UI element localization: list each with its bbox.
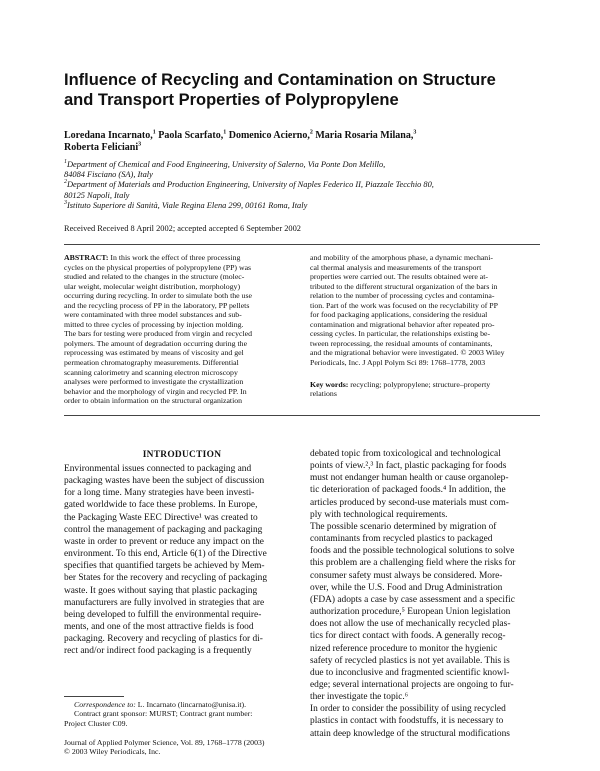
body-text-line: Environmental issues connected to packaging and — [64, 464, 252, 474]
body-text-line: tics for direct contact with foods. A generally recog- — [310, 631, 506, 642]
affiliation-sup: 3 — [64, 200, 67, 207]
body-text-line: debated topic from toxicological and technological — [310, 449, 501, 459]
author-name: Roberta Feliciani — [64, 142, 139, 153]
keywords-text: recycling; polypropylene; structure–property — [348, 379, 491, 389]
abstract-line: ular weight, molecular weight distribution, morphology) — [64, 281, 241, 291]
body-text-line: ments, and one of the most attractive fields is food — [64, 622, 254, 633]
body-text-line: ber States for the recovery and recycling of packaging — [64, 573, 268, 584]
abstract-line: cal thermal analysis and measurements of the transport — [310, 262, 482, 272]
journal-line: © 2003 Wiley Periodicals, Inc. — [64, 747, 161, 757]
abstract-line: order to obtain information on the structural organization — [64, 396, 243, 406]
body-text-line: specifies that quantified targets be achieved by Mem- — [64, 561, 265, 572]
author-sup: 2 — [309, 129, 313, 136]
abstract-line: and mobility of the amorphous phase, a dynamic mechani- — [310, 253, 493, 262]
author-sup: 1 — [152, 129, 156, 136]
body-text-line: being developed to fulfill the environmental require- — [64, 609, 262, 620]
journal-info — [64, 738, 264, 757]
abstract-left-column — [64, 253, 294, 406]
affiliation-text: 84084 Fisciano (SA), Italy — [64, 170, 153, 180]
abstract-line: properties were carried out. The results obtained were at- — [310, 272, 489, 282]
author-sup: 3 — [138, 141, 142, 148]
body-right-column — [310, 448, 546, 740]
abstract-line: tion. Part of the work was focused on the recyclability of PP — [310, 300, 498, 310]
body-text-line: plastics in contact with foodstuffs, it is necessary to — [310, 716, 504, 727]
section-heading-introduction: INTRODUCTION — [142, 450, 222, 460]
author-line-2 — [64, 142, 544, 154]
author-line-1 — [64, 130, 544, 142]
body-text-line: for a long time. Many strategies have been investi- — [64, 488, 255, 499]
abstract-line: occurring during recycling. In order to simulate both the use — [64, 291, 252, 301]
body-text-line: control the management of packaging and packaging — [64, 524, 263, 535]
body-text-line: the Packaging Waste EEC Directive¹ was created to — [64, 512, 258, 523]
author-name: Maria Rosaria Milana, — [312, 130, 414, 141]
body-text-line: does not allow the use of mechanically recycled plas- — [310, 619, 511, 630]
body-text-line: ther investigate the topic.⁶ — [310, 692, 409, 703]
affiliation-text: Department of Chemical and Food Engineering, University of Salerno, Via Ponte Don Melillo, — [67, 160, 386, 169]
abstract-first-line — [64, 253, 294, 263]
body-text-line: The possible scenario determined by migration of — [310, 521, 497, 532]
journal-line: Journal of Applied Polymer Science, Vol. 89, 1768–1778 (2003) — [64, 738, 265, 747]
abstract-line: Periodicals, Inc. J Appl Polym Sci 89: 1768–1778, 2003 — [310, 358, 486, 368]
abstract-line: reprocessing was estimated by means of viscosity and gel — [64, 348, 244, 358]
affiliation-line — [64, 170, 544, 180]
body-left-column — [64, 463, 300, 658]
footnote-line: Project Cluster C09. — [64, 718, 128, 728]
abstract-line: tributed to the different structural organization of the bars in — [310, 281, 498, 291]
title-line-2: and Transport Properties of Polypropylene — [64, 91, 399, 109]
abstract-line: and the recycling process of PP in the laboratory, PP pellets — [64, 300, 250, 310]
abstract-line: tween reprocessing, the residual amounts of contaminants, — [310, 338, 493, 348]
affiliation-sup: 2 — [64, 179, 67, 186]
author-name: Paola Scarfato, — [155, 130, 224, 141]
abstract-right-column — [310, 253, 540, 399]
body-text-line: points of view.²,³ In fact, plastic packaging for foods — [310, 461, 507, 472]
title-line-1: Influence of Recycling and Contamination on Structure — [64, 71, 496, 89]
keywords-label: Key words: — [310, 379, 349, 389]
body-text-line: In order to consider the possibility of using recycled — [310, 704, 506, 715]
abstract-line: scanning calorimetry and scanning electron microscopy — [64, 367, 238, 377]
abstract-left-lines — [64, 263, 294, 406]
paper-title — [64, 70, 544, 110]
abstract-line: mitted to three cycles of processing by injection molding. — [64, 319, 244, 329]
footnote-rule — [64, 696, 124, 697]
affiliation-text: 80125 Napoli, Italy — [64, 190, 130, 200]
body-text-line: edge; several international projects are ongoing to fur- — [310, 679, 514, 690]
keywords-line — [310, 380, 540, 390]
abstract-text: In this work the effect of three processing — [108, 253, 241, 262]
body-text-line: consumer safety must always be considered. More- — [310, 570, 503, 581]
affiliation-line — [64, 191, 544, 201]
body-text-line: ply with technological requirements. — [310, 509, 448, 520]
affiliation-line — [64, 180, 544, 190]
body-text-line: authorization procedure,⁵ European Union legislation — [310, 607, 511, 618]
affiliation-line — [64, 201, 544, 211]
body-text-line: (FDA) adopts a case by case assessment and a specific — [310, 594, 515, 605]
body-text-line: waste in order to prevent or reduce any impact on the — [64, 536, 264, 547]
abstract-line: permeation chromatography measurements. Differential — [64, 358, 239, 368]
abstract-line: analyses were performed to investigate the crystallization — [64, 377, 244, 387]
affiliation-text: Istituto Superiore di Sanità, Viale Regina Elena 299, 00161 Roma, Italy — [67, 200, 308, 210]
body-text-line: safety of recycled plastics is not yet available. This is — [310, 655, 510, 666]
correspondence-text: L. Incarnato (lincarnato@unisa.it). — [135, 700, 247, 709]
abstract-line: cycles on the physical properties of polypropylene (PP) was — [64, 262, 252, 272]
affiliation-sup: 1 — [64, 159, 67, 166]
body-text-line: articles produced by second-use materials must com- — [310, 497, 509, 508]
keywords — [310, 380, 540, 399]
body-text-line: packaging wastes have been the subject of discussion — [64, 476, 265, 487]
abstract-line: polymers. The amount of degradation occurring during the — [64, 338, 248, 348]
body-text-line: attain deep knowledge of the structural modifications — [310, 728, 510, 739]
body-text-line: over, while the U.S. Food and Drug Administration — [310, 582, 503, 593]
body-text-line: nized reference procedure to monitor the hygienic — [310, 643, 498, 654]
abstract-right-lines — [310, 253, 540, 368]
author-sup: 1 — [223, 129, 227, 136]
body-text-line: foods and the possible technological solutions to solve — [310, 546, 515, 557]
abstract-line: contamination and migrational behavior after repeated pro- — [310, 319, 495, 329]
author-list — [64, 130, 544, 154]
footnote-line — [64, 700, 252, 709]
body-text-line: tic deterioration of packaged foods.⁴ In addition, the — [310, 485, 506, 496]
body-text-line: due to inconclusive and fragmented scientific knowl- — [310, 667, 510, 678]
body-text-line: this problem are a challenging field where the risks for — [310, 558, 516, 569]
abstract-top-rule — [64, 244, 540, 245]
abstract-line: studied and related to the changes in the structure (molec- — [64, 272, 245, 282]
keywords-line: relations — [310, 389, 337, 399]
abstract-line: relation to the number of processing cycles and contamina- — [310, 291, 495, 301]
abstract-label: ABSTRACT: — [64, 253, 109, 262]
author-sup: 3 — [413, 129, 417, 136]
body-text-line: must not endanger human health or cause organolep- — [310, 473, 509, 484]
body-text-line: waste. It goes without saying that plastic packaging — [64, 585, 258, 596]
abstract-line: were contaminated with three model substances and sub- — [64, 310, 242, 320]
body-text-line: rect and/or indirect food packaging is a frequently — [64, 646, 252, 657]
body-text-line: packaging. Recovery and recycling of plastics for di- — [64, 634, 263, 645]
body-text-line: gated worldwide to face these problems. In Europe, — [64, 500, 258, 511]
body-text-line: contaminants from recycled plastics to packaged — [310, 534, 493, 545]
body-text-line: manufacturers are fully involved in strategies that are — [64, 597, 265, 608]
abstract-line: and the migrational behavior were investigated. © 2003 Wiley — [310, 348, 505, 358]
footnote-line: Contract grant sponsor: MURST; Contract grant number: — [74, 709, 253, 719]
affiliation-line — [64, 160, 544, 170]
footnote — [64, 700, 252, 728]
abstract-bottom-rule — [64, 415, 540, 416]
author-name: Domenico Acierno, — [226, 130, 310, 141]
affiliations — [64, 160, 544, 211]
abstract-line: behavior and the morphology of virgin and recycled PP. In — [64, 386, 247, 396]
body-text-line: environment. To this end, Article 6(1) of the Directive — [64, 549, 267, 560]
correspondence-label: Correspondence to: — [74, 700, 136, 709]
affiliation-text: Department of Materials and Production Engineering, University of Naples Federico II, Piazzale Tecchio 80, — [67, 180, 434, 190]
author-name: Loredana Incarnato, — [64, 130, 153, 141]
abstract-line: cessing cycles. In particular, the relationships existing be- — [310, 329, 491, 339]
abstract-line: for food packaging applications, considering the residual — [310, 310, 488, 320]
abstract-line: The bars for testing were produced from virgin and recycled — [64, 329, 252, 339]
received-dates: Received Received 8 April 2002; accepted accepted 6 September 2002 — [64, 224, 301, 233]
